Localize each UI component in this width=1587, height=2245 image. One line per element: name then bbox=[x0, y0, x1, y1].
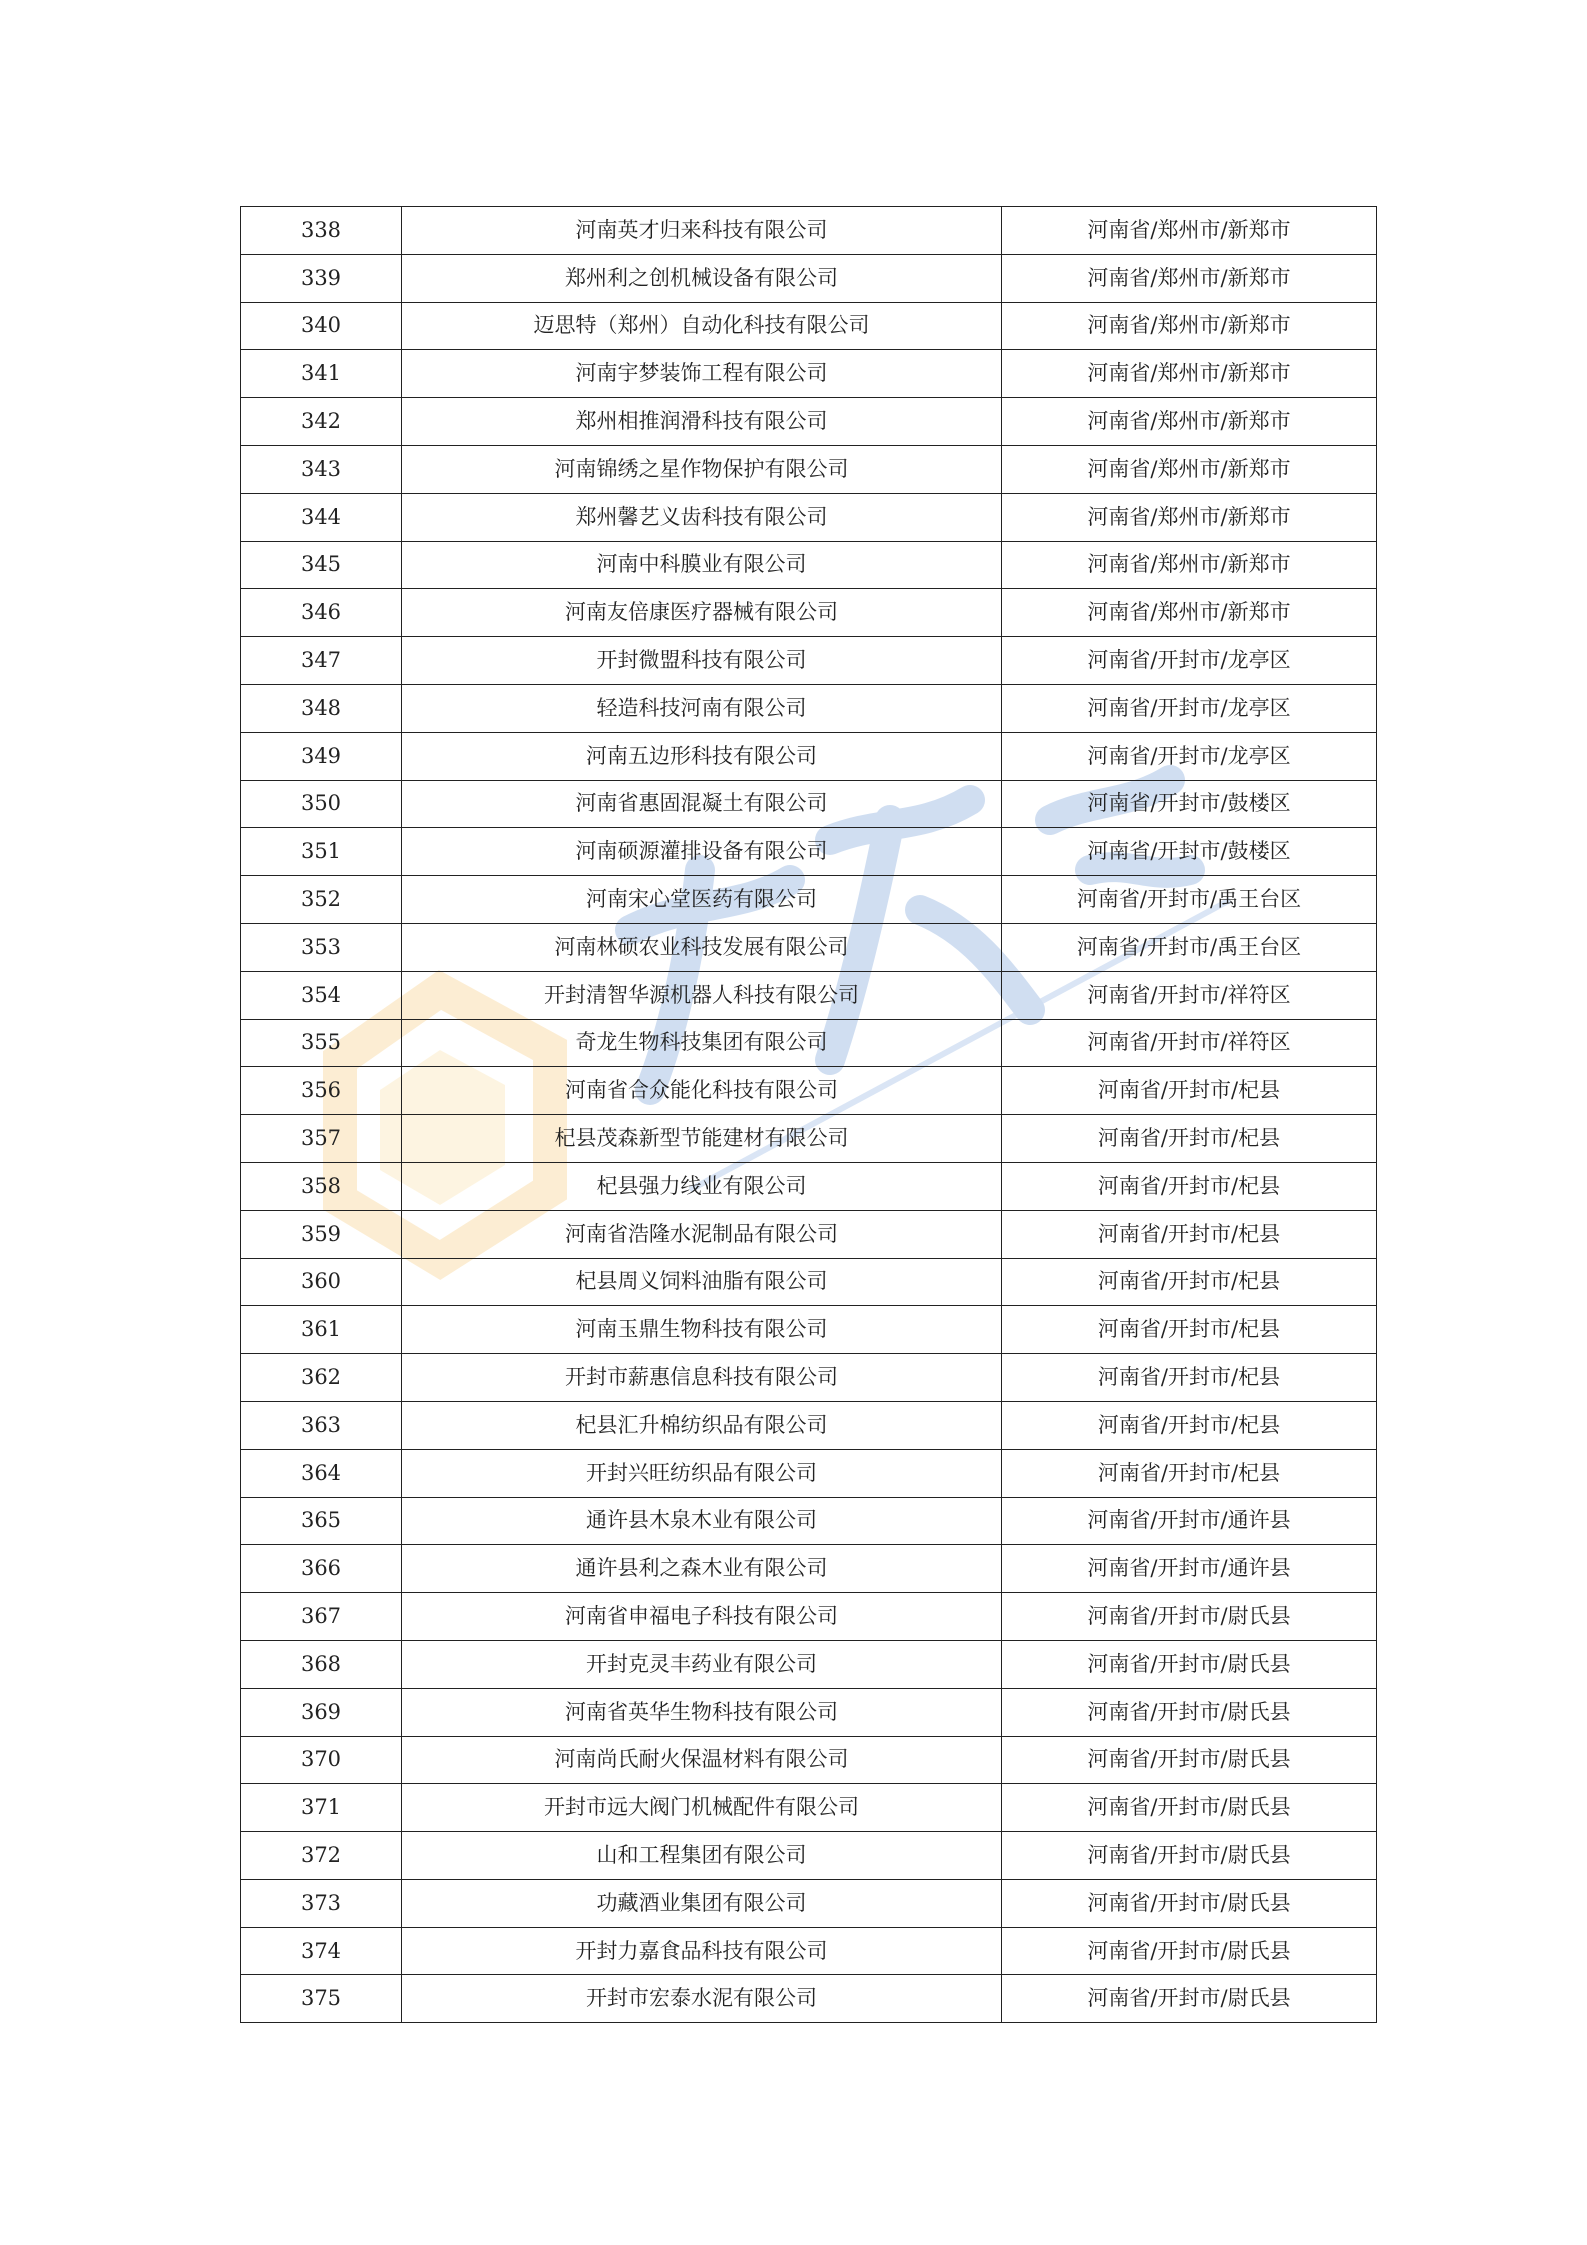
table-row bbox=[241, 445, 1377, 493]
table-row bbox=[241, 684, 1377, 732]
location-cell: 河南省/开封市/龙亭区 bbox=[1002, 637, 1377, 685]
row-number-cell: 355 bbox=[241, 1019, 402, 1067]
row-number-cell: 374 bbox=[241, 1927, 402, 1975]
company-name-cell: 河南林硕农业科技发展有限公司 bbox=[402, 923, 1002, 971]
table-row bbox=[241, 1688, 1377, 1736]
location-cell: 河南省/开封市/尉氏县 bbox=[1002, 1879, 1377, 1927]
table-row bbox=[241, 1736, 1377, 1784]
company-name-cell: 开封市薪惠信息科技有限公司 bbox=[402, 1354, 1002, 1402]
location-cell: 河南省/开封市/杞县 bbox=[1002, 1354, 1377, 1402]
table-row bbox=[241, 1306, 1377, 1354]
company-name-cell: 开封微盟科技有限公司 bbox=[402, 637, 1002, 685]
row-number-cell: 352 bbox=[241, 876, 402, 924]
row-number-cell: 368 bbox=[241, 1640, 402, 1688]
row-number-cell: 354 bbox=[241, 971, 402, 1019]
location-cell: 河南省/开封市/杞县 bbox=[1002, 1258, 1377, 1306]
table-row bbox=[241, 1449, 1377, 1497]
company-name-cell: 河南宇梦装饰工程有限公司 bbox=[402, 350, 1002, 398]
row-number-cell: 369 bbox=[241, 1688, 402, 1736]
company-name-cell: 通许县木泉木业有限公司 bbox=[402, 1497, 1002, 1545]
company-name-cell: 河南尚氏耐火保温材料有限公司 bbox=[402, 1736, 1002, 1784]
company-table bbox=[240, 206, 1377, 2023]
row-number-cell: 357 bbox=[241, 1115, 402, 1163]
table-row bbox=[241, 350, 1377, 398]
location-cell: 河南省/开封市/尉氏县 bbox=[1002, 1688, 1377, 1736]
location-cell: 河南省/开封市/杞县 bbox=[1002, 1067, 1377, 1115]
row-number-cell: 340 bbox=[241, 302, 402, 350]
table-row bbox=[241, 1545, 1377, 1593]
row-number-cell: 370 bbox=[241, 1736, 402, 1784]
location-cell: 河南省/开封市/尉氏县 bbox=[1002, 1736, 1377, 1784]
row-number-cell: 363 bbox=[241, 1401, 402, 1449]
location-cell: 河南省/开封市/杞县 bbox=[1002, 1115, 1377, 1163]
row-number-cell: 364 bbox=[241, 1449, 402, 1497]
row-number-cell: 359 bbox=[241, 1210, 402, 1258]
company-name-cell: 杞县强力线业有限公司 bbox=[402, 1162, 1002, 1210]
row-number-cell: 339 bbox=[241, 254, 402, 302]
location-cell: 河南省/郑州市/新郑市 bbox=[1002, 541, 1377, 589]
location-cell: 河南省/郑州市/新郑市 bbox=[1002, 445, 1377, 493]
location-cell: 河南省/开封市/龙亭区 bbox=[1002, 732, 1377, 780]
location-cell: 河南省/开封市/通许县 bbox=[1002, 1497, 1377, 1545]
table-row bbox=[241, 1497, 1377, 1545]
location-cell: 河南省/开封市/杞县 bbox=[1002, 1449, 1377, 1497]
location-cell: 河南省/郑州市/新郑市 bbox=[1002, 589, 1377, 637]
company-name-cell: 开封克灵丰药业有限公司 bbox=[402, 1640, 1002, 1688]
row-number-cell: 338 bbox=[241, 207, 402, 255]
table-row bbox=[241, 1975, 1377, 2023]
row-number-cell: 373 bbox=[241, 1879, 402, 1927]
location-cell: 河南省/开封市/杞县 bbox=[1002, 1210, 1377, 1258]
table-row bbox=[241, 541, 1377, 589]
company-name-cell: 轻造科技河南有限公司 bbox=[402, 684, 1002, 732]
row-number-cell: 346 bbox=[241, 589, 402, 637]
company-name-cell: 功藏酒业集团有限公司 bbox=[402, 1879, 1002, 1927]
table-row bbox=[241, 1162, 1377, 1210]
table-row bbox=[241, 302, 1377, 350]
company-name-cell: 河南省浩隆水泥制品有限公司 bbox=[402, 1210, 1002, 1258]
row-number-cell: 366 bbox=[241, 1545, 402, 1593]
location-cell: 河南省/郑州市/新郑市 bbox=[1002, 302, 1377, 350]
company-name-cell: 河南省合众能化科技有限公司 bbox=[402, 1067, 1002, 1115]
row-number-cell: 350 bbox=[241, 780, 402, 828]
table-row bbox=[241, 1593, 1377, 1641]
table-row bbox=[241, 1640, 1377, 1688]
company-name-cell: 郑州利之创机械设备有限公司 bbox=[402, 254, 1002, 302]
company-name-cell: 郑州相推润滑科技有限公司 bbox=[402, 398, 1002, 446]
company-name-cell: 开封市远大阀门机械配件有限公司 bbox=[402, 1784, 1002, 1832]
location-cell: 河南省/开封市/尉氏县 bbox=[1002, 1593, 1377, 1641]
location-cell: 河南省/郑州市/新郑市 bbox=[1002, 350, 1377, 398]
company-name-cell: 河南英才归来科技有限公司 bbox=[402, 207, 1002, 255]
table-row bbox=[241, 971, 1377, 1019]
company-name-cell: 河南省申福电子科技有限公司 bbox=[402, 1593, 1002, 1641]
company-name-cell: 河南锦绣之星作物保护有限公司 bbox=[402, 445, 1002, 493]
table-row bbox=[241, 637, 1377, 685]
location-cell: 河南省/开封市/尉氏县 bbox=[1002, 1832, 1377, 1880]
row-number-cell: 356 bbox=[241, 1067, 402, 1115]
company-name-cell: 河南五边形科技有限公司 bbox=[402, 732, 1002, 780]
location-cell: 河南省/开封市/杞县 bbox=[1002, 1401, 1377, 1449]
location-cell: 河南省/郑州市/新郑市 bbox=[1002, 398, 1377, 446]
row-number-cell: 365 bbox=[241, 1497, 402, 1545]
row-number-cell: 362 bbox=[241, 1354, 402, 1402]
row-number-cell: 343 bbox=[241, 445, 402, 493]
row-number-cell: 345 bbox=[241, 541, 402, 589]
table-row bbox=[241, 1115, 1377, 1163]
location-cell: 河南省/郑州市/新郑市 bbox=[1002, 493, 1377, 541]
company-name-cell: 开封力嘉食品科技有限公司 bbox=[402, 1927, 1002, 1975]
row-number-cell: 372 bbox=[241, 1832, 402, 1880]
location-cell: 河南省/开封市/尉氏县 bbox=[1002, 1927, 1377, 1975]
location-cell: 河南省/郑州市/新郑市 bbox=[1002, 207, 1377, 255]
row-number-cell: 360 bbox=[241, 1258, 402, 1306]
row-number-cell: 371 bbox=[241, 1784, 402, 1832]
company-name-cell: 开封市宏泰水泥有限公司 bbox=[402, 1975, 1002, 2023]
row-number-cell: 341 bbox=[241, 350, 402, 398]
company-name-cell: 奇龙生物科技集团有限公司 bbox=[402, 1019, 1002, 1067]
company-name-cell: 河南玉鼎生物科技有限公司 bbox=[402, 1306, 1002, 1354]
row-number-cell: 342 bbox=[241, 398, 402, 446]
company-name-cell: 河南省英华生物科技有限公司 bbox=[402, 1688, 1002, 1736]
row-number-cell: 349 bbox=[241, 732, 402, 780]
table-row bbox=[241, 1354, 1377, 1402]
company-name-cell: 郑州馨艺义齿科技有限公司 bbox=[402, 493, 1002, 541]
company-name-cell: 河南宋心堂医药有限公司 bbox=[402, 876, 1002, 924]
table-row bbox=[241, 1210, 1377, 1258]
company-name-cell: 通许县利之森木业有限公司 bbox=[402, 1545, 1002, 1593]
row-number-cell: 358 bbox=[241, 1162, 402, 1210]
table-row bbox=[241, 207, 1377, 255]
table-row bbox=[241, 1258, 1377, 1306]
table-row bbox=[241, 1019, 1377, 1067]
row-number-cell: 347 bbox=[241, 637, 402, 685]
company-name-cell: 河南友倍康医疗器械有限公司 bbox=[402, 589, 1002, 637]
location-cell: 河南省/开封市/鼓楼区 bbox=[1002, 780, 1377, 828]
table-row bbox=[241, 1401, 1377, 1449]
table-row bbox=[241, 398, 1377, 446]
location-cell: 河南省/开封市/尉氏县 bbox=[1002, 1640, 1377, 1688]
table-row bbox=[241, 1067, 1377, 1115]
row-number-cell: 348 bbox=[241, 684, 402, 732]
table-row bbox=[241, 1927, 1377, 1975]
company-name-cell: 山和工程集团有限公司 bbox=[402, 1832, 1002, 1880]
location-cell: 河南省/开封市/禹王台区 bbox=[1002, 923, 1377, 971]
company-name-cell: 河南中科膜业有限公司 bbox=[402, 541, 1002, 589]
location-cell: 河南省/开封市/杞县 bbox=[1002, 1162, 1377, 1210]
table-row bbox=[241, 493, 1377, 541]
row-number-cell: 375 bbox=[241, 1975, 402, 2023]
table-row bbox=[241, 876, 1377, 924]
location-cell: 河南省/开封市/尉氏县 bbox=[1002, 1784, 1377, 1832]
company-name-cell: 杞县周义饲料油脂有限公司 bbox=[402, 1258, 1002, 1306]
location-cell: 河南省/开封市/杞县 bbox=[1002, 1306, 1377, 1354]
company-name-cell: 河南省惠固混凝土有限公司 bbox=[402, 780, 1002, 828]
location-cell: 河南省/开封市/龙亭区 bbox=[1002, 684, 1377, 732]
row-number-cell: 361 bbox=[241, 1306, 402, 1354]
table-row bbox=[241, 828, 1377, 876]
row-number-cell: 351 bbox=[241, 828, 402, 876]
location-cell: 河南省/开封市/尉氏县 bbox=[1002, 1975, 1377, 2023]
location-cell: 河南省/开封市/祥符区 bbox=[1002, 1019, 1377, 1067]
location-cell: 河南省/开封市/通许县 bbox=[1002, 1545, 1377, 1593]
company-name-cell: 开封兴旺纺织品有限公司 bbox=[402, 1449, 1002, 1497]
row-number-cell: 344 bbox=[241, 493, 402, 541]
company-name-cell: 迈思特（郑州）自动化科技有限公司 bbox=[402, 302, 1002, 350]
row-number-cell: 353 bbox=[241, 923, 402, 971]
table-row bbox=[241, 589, 1377, 637]
company-table-body bbox=[241, 207, 1377, 2023]
company-name-cell: 开封清智华源机器人科技有限公司 bbox=[402, 971, 1002, 1019]
company-name-cell: 杞县汇升棉纺织品有限公司 bbox=[402, 1401, 1002, 1449]
table-row bbox=[241, 1784, 1377, 1832]
location-cell: 河南省/郑州市/新郑市 bbox=[1002, 254, 1377, 302]
table-row bbox=[241, 1879, 1377, 1927]
location-cell: 河南省/开封市/鼓楼区 bbox=[1002, 828, 1377, 876]
location-cell: 河南省/开封市/祥符区 bbox=[1002, 971, 1377, 1019]
row-number-cell: 367 bbox=[241, 1593, 402, 1641]
company-name-cell: 河南硕源灌排设备有限公司 bbox=[402, 828, 1002, 876]
table-row bbox=[241, 1832, 1377, 1880]
table-row bbox=[241, 732, 1377, 780]
table-row bbox=[241, 254, 1377, 302]
table-row bbox=[241, 780, 1377, 828]
table-row bbox=[241, 923, 1377, 971]
location-cell: 河南省/开封市/禹王台区 bbox=[1002, 876, 1377, 924]
company-name-cell: 杞县茂森新型节能建材有限公司 bbox=[402, 1115, 1002, 1163]
